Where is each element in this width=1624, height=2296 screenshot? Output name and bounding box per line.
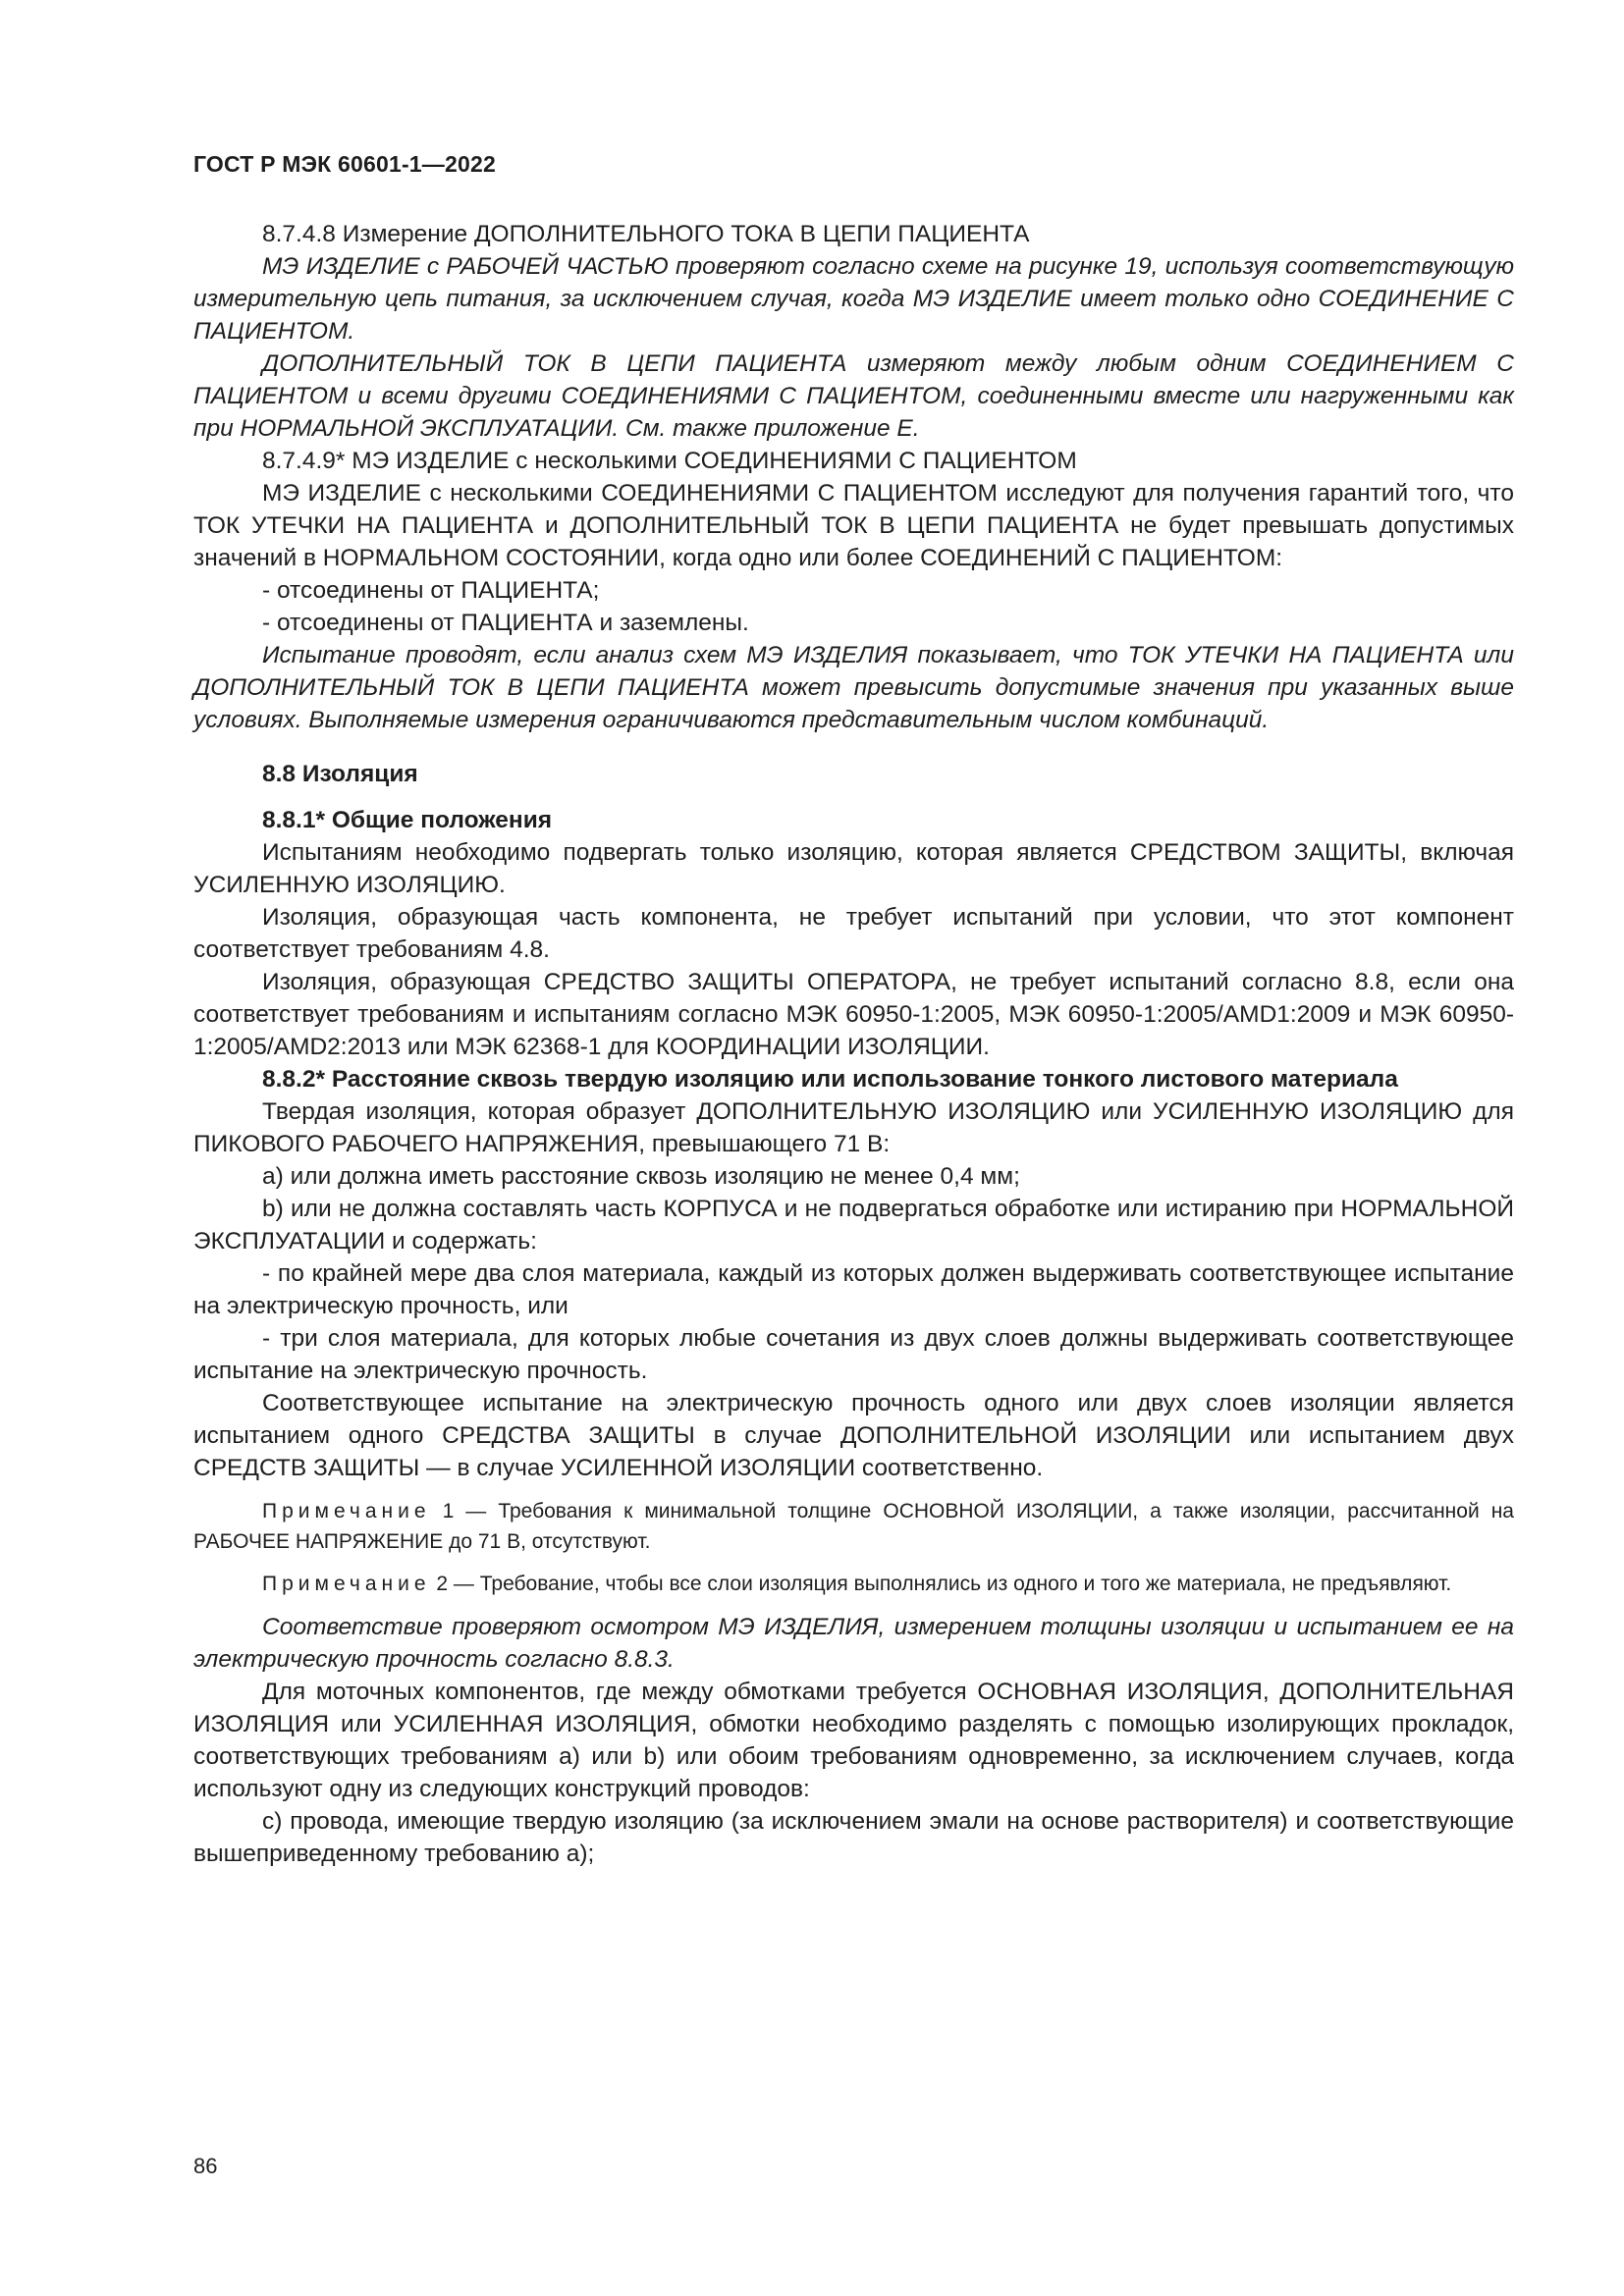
paragraph: Твердая изоляция, которая образует ДОПОЛНИТЕЛЬНУЮ ИЗОЛЯЦИЮ или УСИЛЕННУЮ ИЗОЛЯЦИЮ для ПИКОВОГО РАБОЧЕГО НАПРЯЖЕНИЯ, превышающего 71 В: <box>193 1098 1514 1157</box>
note-label: Примечание <box>262 1573 431 1595</box>
section-heading: 8.8.1* Общие положения <box>262 807 553 833</box>
note-text: 2 — Требование, чтобы все слои изоляция выполнялись из одного и того же материала, не предъявляют. <box>436 1573 1452 1595</box>
note-label: Примечание <box>262 1500 431 1522</box>
page-number: 86 <box>193 2154 218 2178</box>
list-item: - три слоя материала, для которых любые сочетания из двух слоев должны выдерживать соответствующее испытание на электрическую прочность. <box>193 1325 1514 1384</box>
section-heading: 8.8.2* Расстояние сквозь твердую изоляцию или использование тонкого листового материала <box>262 1066 1398 1093</box>
paragraph: Испытание проводят, если анализ схем МЭ ИЗДЕЛИЯ показывает, что ТОК УТЕЧКИ НА ПАЦИЕНТА или ДОПОЛНИТЕЛЬНЫЙ ТОК В ЦЕПИ ПАЦИЕНТА может превысить допустимые значения при указанных выше условиях. Выполняемые измерения ограничиваются представительным числом комбинаций. <box>193 642 1514 733</box>
clause-title: 8.7.4.8 Измерение ДОПОЛНИТЕЛЬНОГО ТОКА В ЦЕПИ ПАЦИЕНТА <box>262 221 1030 247</box>
note-2 <box>193 1569 1514 1599</box>
list-item: - по крайней мере два слоя материала, каждый из которых должен выдерживать соответствующее испытание на электрическую прочность, или <box>193 1260 1514 1319</box>
paragraph: МЭ ИЗДЕЛИЕ с несколькими СОЕДИНЕНИЯМИ С ПАЦИЕНТОМ исследуют для получения гарантий того, что ТОК УТЕЧКИ НА ПАЦИЕНТА и ДОПОЛНИТЕЛЬНЫЙ ТОК В ЦЕПИ ПАЦИЕНТА не будет превышать допустимых значений в НОРМАЛЬНОМ СОСТОЯНИИ, когда одно или более СОЕДИНЕНИЙ С ПАЦИЕНТОМ: <box>193 480 1514 571</box>
paragraph: Испытаниям необходимо подвергать только изоляцию, которая является СРЕДСТВОМ ЗАЩИТЫ, включая УСИЛЕННУЮ ИЗОЛЯЦИЮ. <box>193 839 1514 898</box>
list-item: b) или не должна составлять часть КОРПУСА и не подвергаться обработке или истиранию при НОРМАЛЬНОЙ ЭКСПЛУАТАЦИИ и содержать: <box>193 1196 1514 1255</box>
paragraph: Изоляция, образующая СРЕДСТВО ЗАЩИТЫ ОПЕРАТОРА, не требует испытаний согласно 8.8, если она соответствует требованиям и испытаниям согласно МЭК 60950-1:2005, МЭК 60950-1:2005/AMD1:2009 и МЭК 60950-1:2005/AMD2:2013 или МЭК 62368-1 для КООРДИНАЦИИ ИЗОЛЯЦИИ. <box>193 969 1514 1060</box>
standard-header: ГОСТ Р МЭК 60601-1—2022 <box>193 151 496 177</box>
list-item: a) или должна иметь расстояние сквозь изоляцию не менее 0,4 мм; <box>262 1163 1020 1190</box>
paragraph: Изоляция, образующая часть компонента, не требует испытаний при условии, что этот компонент соответствует требованиям 4.8. <box>193 904 1514 963</box>
note-text: 1 — Требования к минимальной толщине ОСНОВНОЙ ИЗОЛЯЦИИ, а также изоляции, рассчитанной на РАБОЧЕЕ НАПРЯЖЕНИЕ до 71 В, отсутствуют. <box>193 1500 1514 1553</box>
page-body <box>193 218 1514 1870</box>
section-heading: 8.8 Изоляция <box>262 761 418 787</box>
list-item: c) провода, имеющие твердую изоляцию (за исключением эмали на основе растворителя) и соответствующие вышеприведенному требованию а); <box>193 1808 1514 1867</box>
list-item: - отсоединены от ПАЦИЕНТА; <box>262 577 600 604</box>
paragraph: Соответствующее испытание на электрическую прочность одного или двух слоев изоляции является испытанием одного СРЕДСТВА ЗАЩИТЫ в случае ДОПОЛНИТЕЛЬНОЙ ИЗОЛЯЦИИ или испытанием двух СРЕДСТВ ЗАЩИТЫ — в случае УСИЛЕННОЙ ИЗОЛЯЦИИ соответственно. <box>193 1390 1514 1481</box>
clause-title: 8.7.4.9* МЭ ИЗДЕЛИЕ с несколькими СОЕДИНЕНИЯМИ С ПАЦИЕНТОМ <box>262 448 1077 474</box>
paragraph: ДОПОЛНИТЕЛЬНЫЙ ТОК В ЦЕПИ ПАЦИЕНТА измеряют между любым одним СОЕДИНЕНИЕМ С ПАЦИЕНТОМ и всеми другими СОЕДИНЕНИЯМИ С ПАЦИЕНТОМ, соединенными вместе или нагруженными как при НОРМАЛЬНОЙ ЭКСПЛУАТАЦИИ. См. также приложение Е. <box>193 350 1514 442</box>
note-1 <box>193 1496 1514 1557</box>
paragraph: Соответствие проверяют осмотром МЭ ИЗДЕЛИЯ, измерением толщины изоляции и испытанием ее на электрическую прочность согласно 8.8.3. <box>193 1614 1514 1673</box>
list-item: - отсоединены от ПАЦИЕНТА и заземлены. <box>262 610 749 636</box>
paragraph: Для моточных компонентов, где между обмотками требуется ОСНОВНАЯ ИЗОЛЯЦИЯ, ДОПОЛНИТЕЛЬНАЯ ИЗОЛЯЦИЯ или УСИЛЕННАЯ ИЗОЛЯЦИЯ, обмотки необходимо разделять с помощью изолирующих прокладок, соответствующих требованиям а) или b) или обоим требованиям одновременно, за исключением случаев, когда используют одну из следующих конструкций проводов: <box>193 1679 1514 1802</box>
paragraph: МЭ ИЗДЕЛИЕ с РАБОЧЕЙ ЧАСТЬЮ проверяют согласно схеме на рисунке 19, используя соответствующую измерительную цепь питания, за исключением случая, когда МЭ ИЗДЕЛИЕ имеет только одно СОЕДИНЕНИЕ С ПАЦИЕНТОМ. <box>193 253 1514 345</box>
